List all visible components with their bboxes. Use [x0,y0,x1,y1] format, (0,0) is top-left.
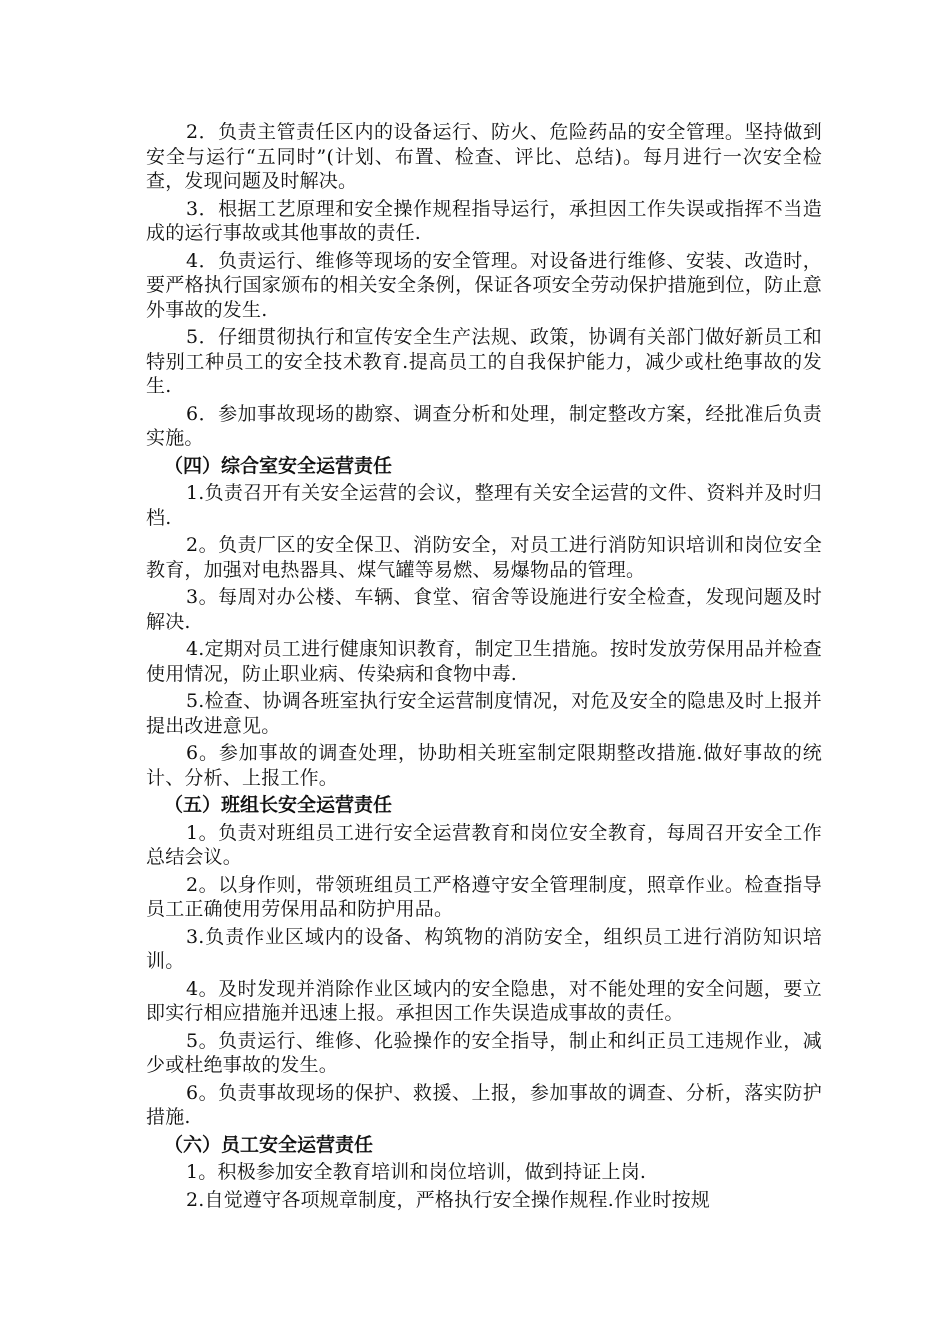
section-heading: （六）员工安全运营责任 [164,1133,374,1156]
paragraph: 4．负责运行、维修等现场的安全管理。对设备进行维修、安装、改造时，要严格执行国家颁布的相关安全条例，保证各项安全劳动保护措施到位，防止意外事故的发生. [146,249,822,321]
paragraph: 2.自觉遵守各项规章制度，严格执行安全操作规程.作业时按规 [186,1188,710,1211]
paragraph: 2。以身作则，带领班组员工严格遵守安全管理制度，照章作业。检查指导员工正确使用劳保用品和防护用品。 [146,873,822,920]
paragraph: 5.检查、协调各班室执行安全运营制度情况，对危及安全的隐患及时上报并提出改进意见。 [146,690,822,737]
paragraph: 5．仔细贯彻执行和宣传安全生产法规、政策，协调有关部门做好新员工和特别工种员工的安全技术教育.提高员工的自我保护能力，减少或杜绝事故的发生. [146,326,822,397]
paragraph: 3．根据工艺原理和安全操作规程指导运行，承担因工作失误或指挥不当造成的运行事故或其他事故的责任. [146,197,822,244]
paragraph: 1.负责召开有关安全运营的会议，整理有关安全运营的文件、资料并及时归档. [146,482,822,529]
document-body [146,120,822,1215]
paragraph: 1。积极参加安全教育培训和岗位培训，做到持证上岗. [186,1161,647,1183]
paragraph: 5。负责运行、维修、化验操作的安全指导，制止和纠正员工违规作业，减少或杜绝事故的发生。 [146,1029,822,1076]
paragraph: 6．参加事故现场的勘察、调查分析和处理，制定整改方案，经批准后负责实施。 [146,402,822,449]
paragraph: 6。参加事故的调查处理，协助相关班室制定限期整改措施.做好事故的统计、分析、上报工作。 [146,742,822,789]
paragraph: 1。负责对班组员工进行安全运营教育和岗位安全教育，每周召开安全工作总结会议。 [146,821,822,868]
paragraph: 4。及时发现并消除作业区域内的安全隐患，对不能处理的安全问题，要立即实行相应措施并迅速上报。承担因工作失误造成事故的责任。 [146,977,822,1024]
paragraph: 3。每周对办公楼、车辆、食堂、宿舍等设施进行安全检查，发现问题及时解决. [146,586,822,633]
paragraph: 2．负责主管责任区内的设备运行、防火、危险药品的安全管理。坚持做到安全与运行“五同时”(计划、布置、检查、评比、总结)。每月进行一次安全检查，发现问题及时解决。 [146,121,822,192]
section-heading: （四）综合室安全运营责任 [164,454,393,477]
paragraph: 3.负责作业区域内的设备、构筑物的消防安全，组织员工进行消防知识培训。 [146,925,822,972]
paragraph: 4.定期对员工进行健康知识教育，制定卫生措施。按时发放劳保用品并检查使用情况，防止职业病、传染病和食物中毒. [146,638,822,685]
paragraph: 6。负责事故现场的保护、救援、上报，参加事故的调查、分析，落实防护措施. [146,1081,822,1128]
paragraph: 2。负责厂区的安全保卫、消防安全，对员工进行消防知识培训和岗位安全教育，加强对电热器具、煤气罐等易燃、易爆物品的管理。 [146,534,822,581]
section-heading: （五）班组长安全运营责任 [164,794,393,816]
